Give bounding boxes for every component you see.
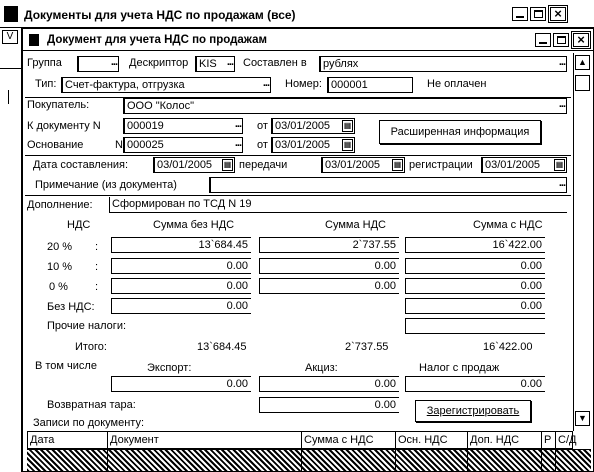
basis-from-label: от bbox=[257, 139, 268, 151]
basis-label: Основание bbox=[27, 139, 84, 151]
grid-col-r[interactable]: Р bbox=[542, 432, 556, 450]
sum-without-20[interactable]: 13`684.45 bbox=[111, 237, 251, 253]
records-grid-header bbox=[27, 431, 577, 449]
rate-20-label: 20 % bbox=[47, 241, 73, 253]
close-icon: × bbox=[554, 6, 562, 21]
export-label: Экспорт: bbox=[147, 362, 192, 374]
ellipsis-icon[interactable]: ... bbox=[234, 118, 241, 130]
buyer-field[interactable]: ООО "Колос" ... bbox=[123, 98, 567, 114]
close-icon: × bbox=[577, 32, 585, 47]
total-without: 13`684.45 bbox=[197, 341, 247, 353]
ellipsis-icon[interactable]: ... bbox=[234, 137, 241, 149]
outer-window-title: Документы для учета НДС по продажам (все) bbox=[24, 8, 296, 22]
excise-field[interactable]: 0.00 bbox=[259, 376, 399, 392]
basis-n-label: N bbox=[115, 139, 123, 151]
returnable-field[interactable]: 0.00 bbox=[259, 397, 399, 413]
doc-minimize-button[interactable] bbox=[535, 33, 551, 47]
col-sum-with-header: Сумма с НДС bbox=[473, 219, 543, 231]
grid-col-document[interactable]: Документ bbox=[108, 432, 302, 450]
grid-col-divider bbox=[301, 449, 302, 471]
ellipsis-icon[interactable]: ... bbox=[110, 56, 117, 68]
vat-sum-0[interactable]: 0.00 bbox=[259, 278, 399, 294]
grid-col-base-vat[interactable]: Осн. НДС bbox=[396, 432, 468, 450]
extended-info-button[interactable]: Расширенная информация bbox=[379, 120, 541, 144]
number-label: Номер: bbox=[285, 78, 322, 90]
total-vat: 2`737.55 bbox=[345, 341, 389, 353]
outer-close-button[interactable] bbox=[550, 7, 566, 21]
outer-minimize-button[interactable] bbox=[512, 7, 528, 21]
to-document-number-field[interactable]: 000019 ... bbox=[123, 118, 243, 134]
basis-divider bbox=[25, 155, 571, 156]
sum-with-20[interactable]: 16`422.00 bbox=[405, 237, 545, 253]
rate-0-label: 0 % bbox=[49, 281, 68, 293]
minimize-icon bbox=[539, 42, 547, 44]
calendar-icon[interactable]: ▦ bbox=[343, 121, 352, 130]
app-icon bbox=[4, 6, 18, 22]
calendar-icon[interactable]: ▦ bbox=[393, 160, 402, 169]
addition-field[interactable]: Сформирован по ТСД N 19 bbox=[109, 197, 567, 213]
sum-without-no-vat[interactable]: 0.00 bbox=[111, 298, 251, 314]
col-vat-header: НДС bbox=[67, 219, 91, 231]
grid-col-extra-vat[interactable]: Доп. НДС bbox=[468, 432, 542, 450]
sum-with-10[interactable]: 0.00 bbox=[405, 258, 545, 274]
ellipsis-icon[interactable]: ... bbox=[226, 56, 233, 68]
calendar-icon[interactable]: ▦ bbox=[555, 160, 564, 169]
list-row-divider bbox=[0, 68, 21, 69]
to-document-date-field[interactable]: 03/01/2005 ▦ bbox=[271, 118, 355, 134]
ellipsis-icon[interactable]: ... bbox=[262, 77, 269, 89]
document-window bbox=[22, 28, 594, 472]
excise-label: Акциз: bbox=[305, 362, 338, 374]
ellipsis-icon[interactable]: ... bbox=[558, 177, 565, 189]
ellipsis-icon[interactable]: ... bbox=[558, 56, 565, 68]
register-button[interactable]: Зарегистрировать bbox=[415, 400, 531, 422]
type-label: Тип: bbox=[35, 78, 57, 90]
note-label: Примечание (из документа) bbox=[35, 179, 177, 191]
grid-col-date[interactable]: Дата bbox=[28, 432, 108, 450]
note-field[interactable] bbox=[209, 177, 567, 193]
note-divider bbox=[25, 195, 571, 196]
grid-col-sd[interactable]: С/Д bbox=[558, 434, 577, 446]
list-row-marker bbox=[8, 90, 9, 104]
list-left-strip bbox=[0, 28, 22, 472]
other-taxes-field[interactable] bbox=[405, 318, 545, 334]
col-vat-sum-header: Сумма НДС bbox=[325, 219, 386, 231]
registration-label: регистрации bbox=[409, 159, 473, 171]
records-grid-body[interactable] bbox=[27, 449, 591, 471]
export-field[interactable]: 0.00 bbox=[111, 376, 251, 392]
scroll-down-icon[interactable]: ▼ bbox=[575, 411, 590, 426]
basis-date-field[interactable]: 03/01/2005 ▦ bbox=[271, 137, 355, 153]
grid-col-divider bbox=[395, 449, 396, 471]
sum-without-10[interactable]: 0.00 bbox=[111, 258, 251, 274]
grid-col-divider bbox=[541, 449, 542, 471]
rate-10-colon: : bbox=[95, 261, 99, 273]
sum-without-0[interactable]: 0.00 bbox=[111, 278, 251, 294]
returnable-label: Возвратная тара: bbox=[47, 399, 136, 411]
buyer-label: Покупатель: bbox=[27, 99, 90, 111]
descriptor-field[interactable]: KIS ... bbox=[195, 56, 235, 72]
outer-maximize-button[interactable] bbox=[530, 7, 546, 21]
grid-col-sum-with-vat[interactable]: Сумма с НДС bbox=[302, 432, 396, 450]
document-title: Документ для учета НДС по продажам bbox=[47, 34, 267, 46]
sum-with-0[interactable]: 0.00 bbox=[405, 278, 545, 294]
maximize-icon bbox=[534, 10, 543, 18]
calendar-icon[interactable]: ▦ bbox=[343, 140, 352, 149]
grid-col-divider bbox=[467, 449, 468, 471]
ellipsis-icon[interactable]: ... bbox=[558, 98, 565, 110]
records-label: Записи по документу: bbox=[33, 417, 145, 429]
rate-10-label: 10 % bbox=[47, 261, 73, 273]
total-with: 16`422.00 bbox=[483, 341, 533, 353]
calendar-icon[interactable]: ▦ bbox=[223, 160, 232, 169]
other-taxes-label: Прочие налоги: bbox=[47, 320, 127, 332]
registration-date-field[interactable]: 03/01/2005 ▦ bbox=[481, 157, 567, 173]
grid-col-divider bbox=[107, 449, 108, 471]
sum-with-no-vat[interactable]: 0.00 bbox=[405, 298, 545, 314]
document-title-bar bbox=[23, 29, 593, 51]
currency-field[interactable]: рублях ... bbox=[319, 56, 567, 72]
vat-sum-10[interactable]: 0.00 bbox=[259, 258, 399, 274]
composed-date-label: Дата составления: bbox=[33, 159, 129, 171]
transfer-date-field[interactable]: 03/01/2005 ▦ bbox=[321, 157, 405, 173]
group-field[interactable] bbox=[77, 56, 119, 72]
number-field[interactable]: 000001 bbox=[327, 77, 413, 93]
composed-in-label: Составлен в bbox=[243, 57, 307, 69]
addition-label: Дополнение: bbox=[27, 199, 93, 211]
scroll-up-icon[interactable]: ▲ bbox=[575, 55, 590, 70]
doc-close-button[interactable] bbox=[573, 33, 589, 47]
grid-col-divider bbox=[555, 449, 556, 471]
including-label: В том числе bbox=[35, 360, 97, 372]
vat-sum-20[interactable]: 2`737.55 bbox=[259, 237, 399, 253]
group-label: Группа bbox=[27, 57, 62, 69]
to-document-from-label: от bbox=[257, 120, 268, 132]
list-column-marker[interactable]: V bbox=[2, 30, 18, 44]
col-sum-without-header: Сумма без НДС bbox=[153, 219, 235, 231]
total-label: Итого: bbox=[75, 341, 107, 353]
transfer-label: передачи bbox=[239, 159, 288, 171]
basis-number-field[interactable]: 000025 ... bbox=[123, 137, 243, 153]
payment-status: Не оплачен bbox=[427, 78, 487, 90]
scroll-thumb[interactable] bbox=[575, 75, 590, 91]
maximize-icon bbox=[557, 36, 566, 44]
sales-tax-field[interactable]: 0.00 bbox=[405, 376, 545, 392]
type-field[interactable]: Счет-фактура, отгрузка ... bbox=[61, 77, 271, 93]
minimize-icon bbox=[516, 16, 524, 18]
vertical-scrollbar[interactable] bbox=[573, 53, 591, 431]
descriptor-label: Дескриптор bbox=[129, 57, 189, 69]
rate-0-colon: : bbox=[95, 281, 99, 293]
outer-title-bar bbox=[0, 0, 594, 28]
no-vat-label: Без НДС: bbox=[47, 301, 95, 313]
rate-20-colon: : bbox=[95, 241, 99, 253]
document-icon bbox=[29, 34, 39, 46]
sales-tax-label: Налог с продаж bbox=[419, 362, 500, 374]
composed-date-field[interactable]: 03/01/2005 ▦ bbox=[153, 157, 235, 173]
doc-maximize-button[interactable] bbox=[553, 33, 569, 47]
to-document-label: К документу N bbox=[27, 120, 101, 132]
